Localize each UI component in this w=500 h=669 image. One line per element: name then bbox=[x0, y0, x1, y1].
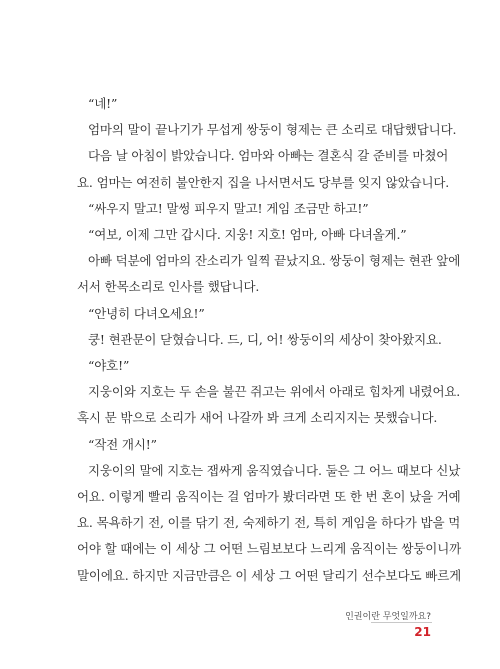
text-line: “여보, 이제 그만 갑시다. 지웅! 지호! 엄마, 아빠 다녀올게.” bbox=[88, 227, 407, 243]
text-line: 혹시 문 밖으로 소리가 새어 나갈까 봐 크게 소리지지는 못했습니다. bbox=[77, 410, 438, 426]
text-line: 요. 엄마는 여전히 불안한지 집을 나서면서도 당부를 잊지 않았습니다. bbox=[77, 174, 450, 190]
page-number: 21 bbox=[414, 625, 431, 639]
text-line: 지웅이의 말에 지호는 잽싸게 움직였습니다. 둘은 그 어느 때보다 신났 bbox=[88, 462, 461, 478]
body-text bbox=[77, 91, 462, 589]
running-footer-title: 인권이란 무엇일까요? bbox=[345, 612, 431, 622]
text-line: 지웅이와 지호는 두 손을 불끈 쥐고는 위에서 아래로 힘차게 내렸어요. bbox=[88, 384, 461, 400]
text-line: “야호!” bbox=[88, 358, 130, 374]
text-line: 아빠 덕분에 엄마의 잔소리가 일찍 끝났지요. 쌍둥이 형제는 현관 앞에 bbox=[88, 253, 461, 269]
text-line: 말이에요. 하지만 지금만큼은 이 세상 그 어떤 달리기 선수보다도 빠르게 bbox=[77, 567, 462, 583]
text-line: 서서 한목소리로 인사를 했답니다. bbox=[77, 279, 260, 295]
text-line: “작전 개시!” bbox=[88, 436, 157, 452]
footer-divider bbox=[371, 622, 432, 623]
text-line: “안녕히 다녀오세요!” bbox=[88, 305, 205, 321]
text-line: “네!” bbox=[88, 96, 118, 111]
text-line: 어야 할 때에는 이 세상 그 어떤 느림보보다 느리게 움직이는 쌍둥이니까 bbox=[77, 541, 462, 557]
text-line: 쿵! 현관문이 닫혔습니다. 드, 디, 어! 쌍둥이의 세상이 찾아왔지요. bbox=[88, 331, 442, 347]
text-line: 어요. 이렇게 빨리 움직이는 걸 엄마가 봤더라면 또 한 번 혼이 났을 거예 bbox=[77, 489, 461, 505]
text-line: 다음 날 아침이 밝았습니다. 엄마와 아빠는 결혼식 갈 준비를 마쳤어 bbox=[88, 148, 449, 164]
text-line: “싸우지 말고! 말썽 피우지 말고! 게임 조금만 하고!” bbox=[88, 200, 369, 216]
text-line: 요. 목욕하기 전, 이를 닦기 전, 숙제하기 전, 특히 게임을 하다가 밥을 먹 bbox=[77, 515, 461, 531]
text-line: 엄마의 말이 끝나기가 무섭게 쌍둥이 형제는 큰 소리로 대답했답니다. bbox=[88, 122, 457, 138]
